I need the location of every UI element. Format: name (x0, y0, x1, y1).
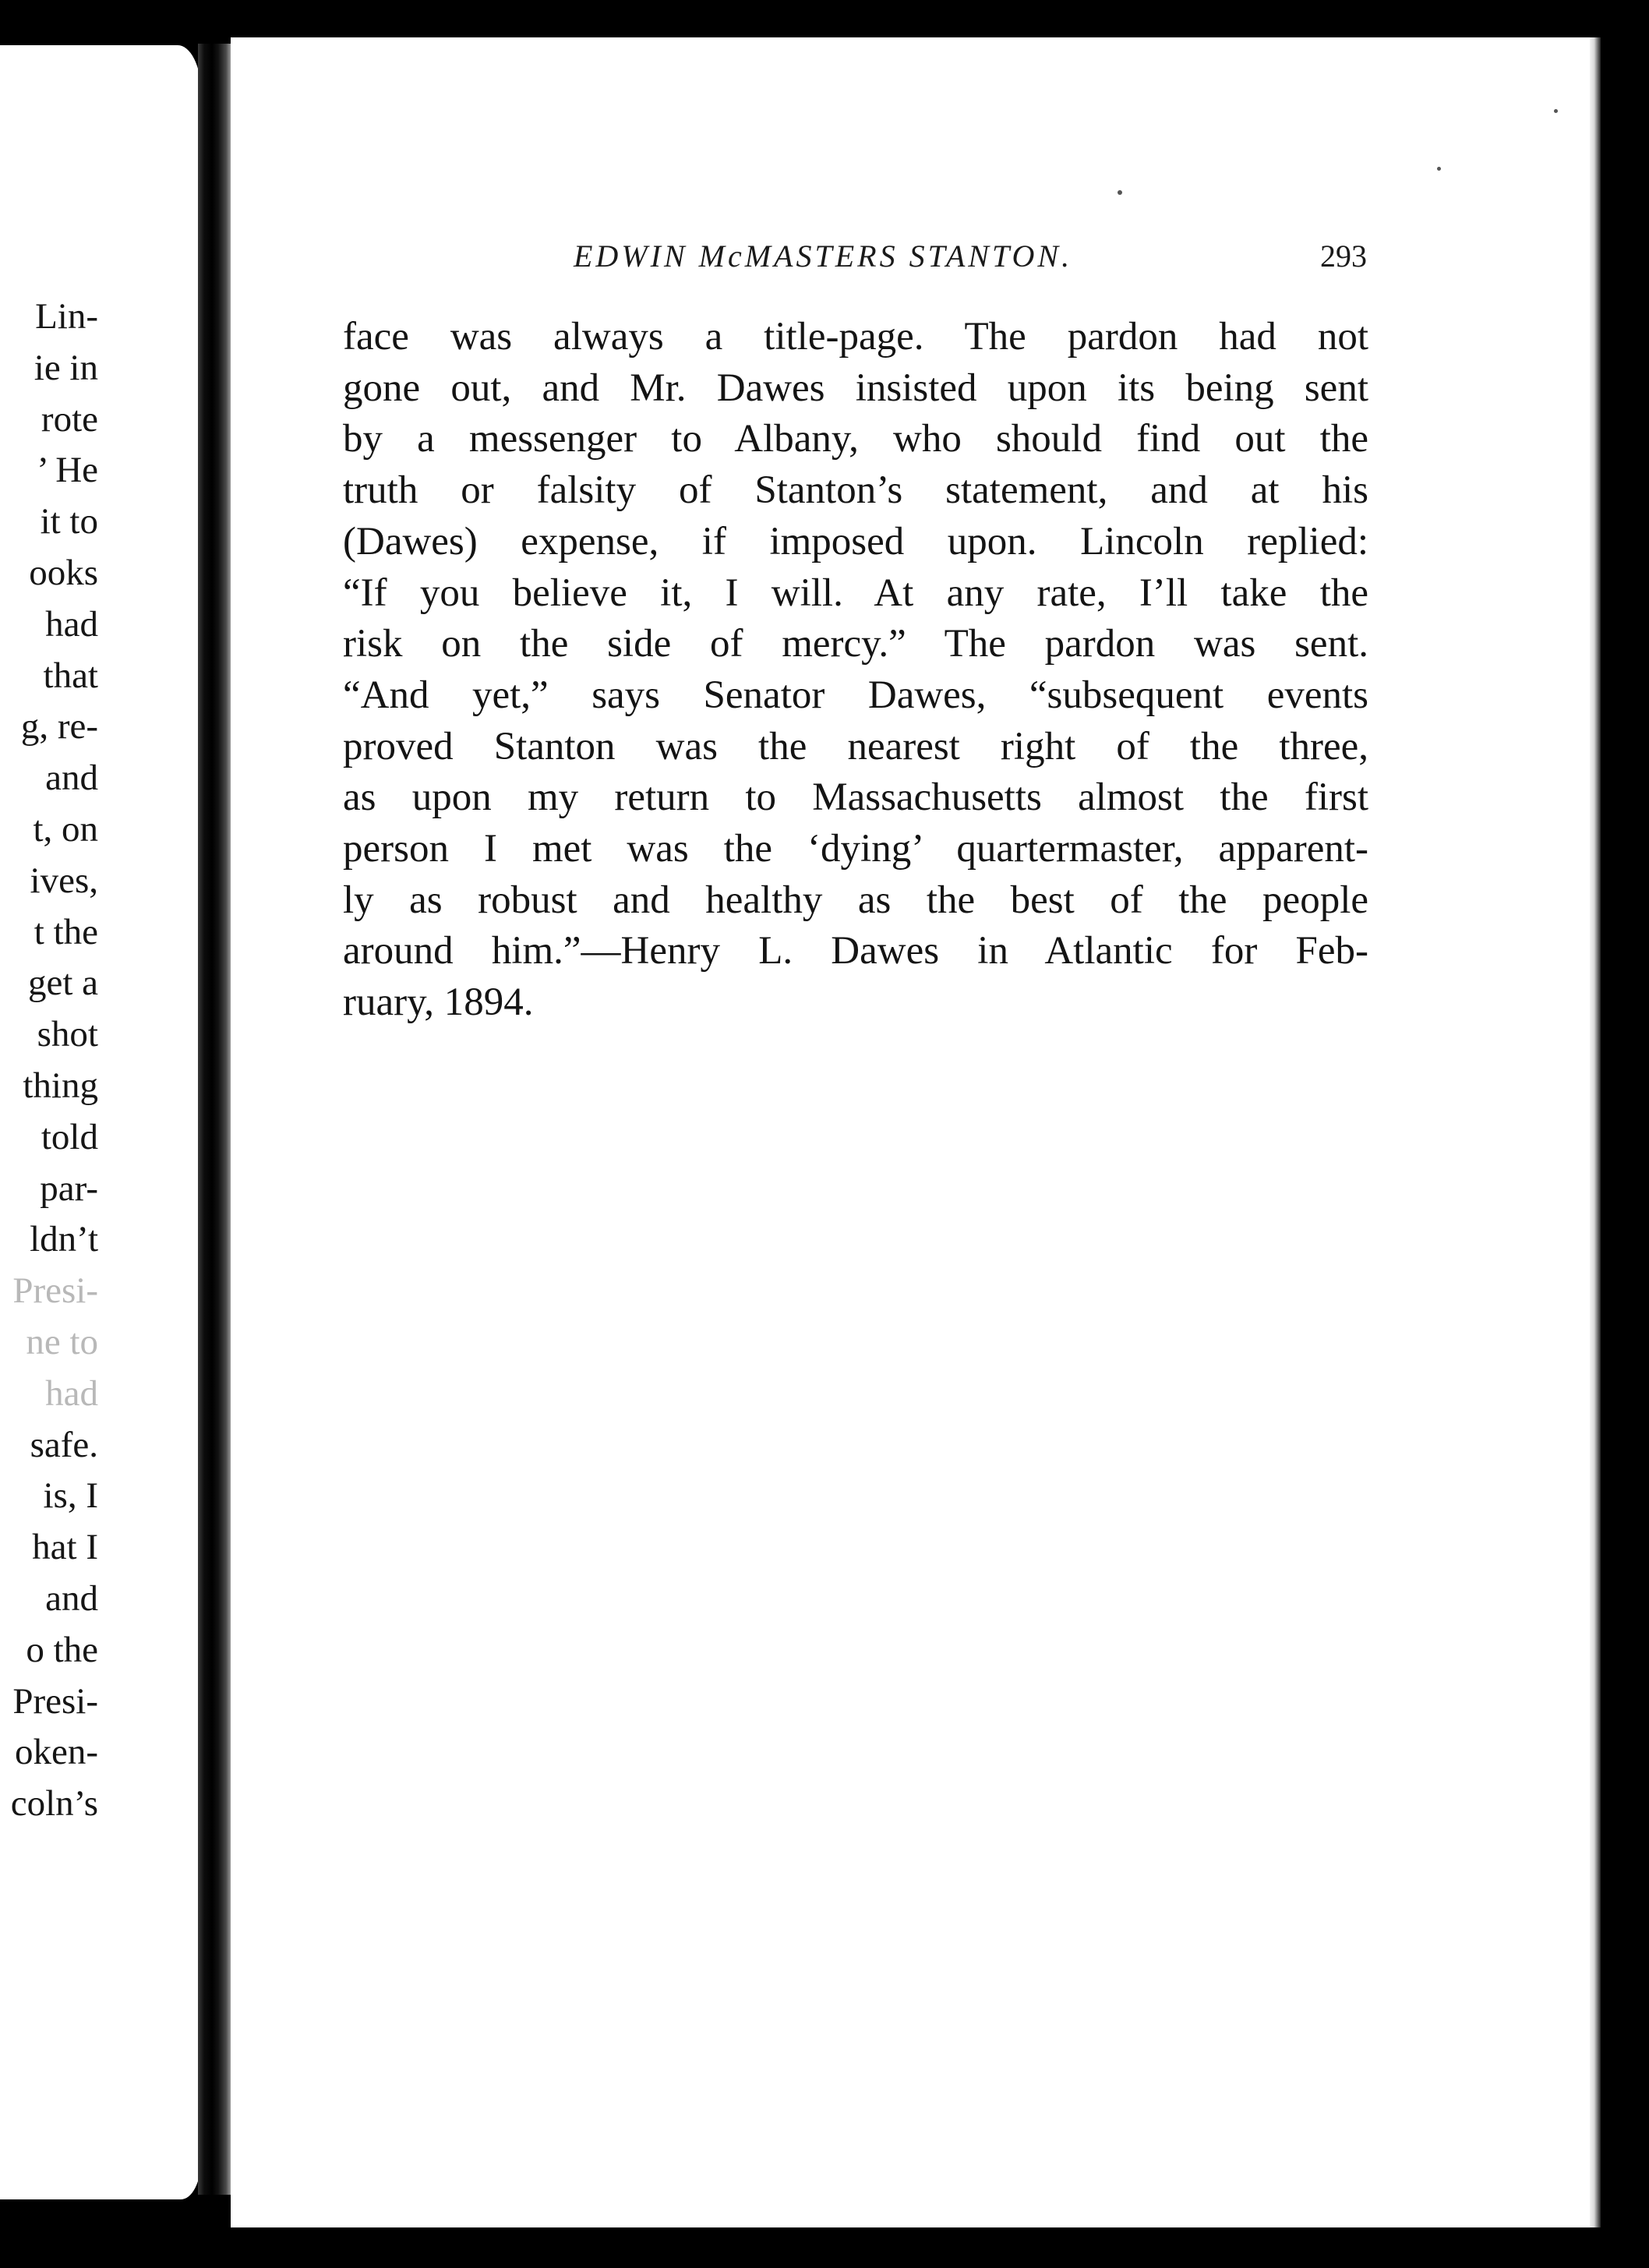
text-fragment-line: and (45, 1577, 98, 1619)
text-fragment-line: had (45, 1372, 98, 1414)
text-fragment-line: ne to (26, 1321, 98, 1362)
text-line: gone out, and Mr. Dawes insisted upon its being sent (343, 366, 1368, 410)
text-fragment-line: thing (23, 1065, 98, 1106)
text-line: person I met was the ‘dying’ quartermaster, apparent- (343, 827, 1368, 871)
text-fragment-line: ooks (29, 552, 98, 593)
text-fragment-line: Lin- (35, 296, 98, 337)
text-fragment-line: Presi- (12, 1680, 98, 1722)
text-fragment-line: that (43, 655, 98, 696)
text-fragment-line: ’ He (37, 450, 98, 491)
body-text-block (343, 312, 1368, 1029)
text-line: around him.”—Henry L. Dawes in Atlantic for Feb- (343, 929, 1368, 973)
text-fragment-line: had (45, 603, 98, 645)
text-line: by a messenger to Albany, who should find out the (343, 417, 1368, 461)
text-fragment-line: g, re- (20, 706, 98, 747)
text-fragment-line: shot (37, 1014, 98, 1055)
text-fragment-line: rote (41, 398, 98, 440)
running-head-title: EDWIN McMASTERS STANTON. (574, 238, 1073, 274)
print-speck (1118, 190, 1122, 195)
print-speck (1437, 167, 1441, 171)
text-fragment-line: oken- (14, 1732, 98, 1773)
text-line: face was always a title-page. The pardon had not (343, 315, 1368, 359)
text-fragment-line: get a (27, 963, 98, 1004)
text-line: ly as robust and healthy as the best of the people (343, 878, 1368, 922)
text-fragment-line: Presi- (12, 1270, 98, 1312)
text-line: risk on the side of mercy.” The pardon was sent. (343, 622, 1368, 666)
book-gutter-shadow (198, 44, 234, 2195)
text-fragment-line: t, on (33, 808, 98, 850)
text-fragment-line: and (45, 758, 98, 799)
text-line: “And yet,” says Senator Dawes, “subsequent events (343, 673, 1368, 717)
text-fragment-line: par- (40, 1168, 98, 1209)
text-line: proved Stanton was the nearest right of the three, (343, 724, 1368, 768)
page-number: 293 (1320, 238, 1367, 274)
text-fragment-line: coln’s (10, 1783, 98, 1825)
text-fragment-line: safe. (30, 1424, 98, 1465)
previous-page-fragment (0, 45, 201, 2199)
text-fragment-line: told (41, 1116, 98, 1157)
text-fragment-line: is, I (43, 1475, 98, 1517)
running-head (344, 238, 1367, 284)
text-line: “If you believe it, I will. At any rate, I’ll take the (343, 571, 1368, 615)
print-speck (1554, 109, 1558, 113)
page-edge-shadow (1590, 37, 1601, 2227)
text-fragment-line: ie in (34, 347, 98, 388)
previous-page-text-column (11, 291, 98, 1830)
text-fragment-line: ldn’t (30, 1219, 98, 1260)
text-fragment-line: hat I (32, 1527, 98, 1568)
text-line: truth or falsity of Stanton’s statement, and at his (343, 468, 1368, 513)
text-fragment-line: ives, (30, 860, 98, 901)
text-fragment-line: o the (26, 1629, 98, 1670)
text-fragment-line: t the (34, 911, 98, 952)
text-line: ruary, 1894. (343, 980, 534, 1025)
text-fragment-line: it to (40, 501, 98, 542)
text-line: (Dawes) expense, if imposed upon. Lincoln replied: (343, 519, 1368, 563)
text-line: as upon my return to Massachusetts almost the first (343, 775, 1368, 820)
